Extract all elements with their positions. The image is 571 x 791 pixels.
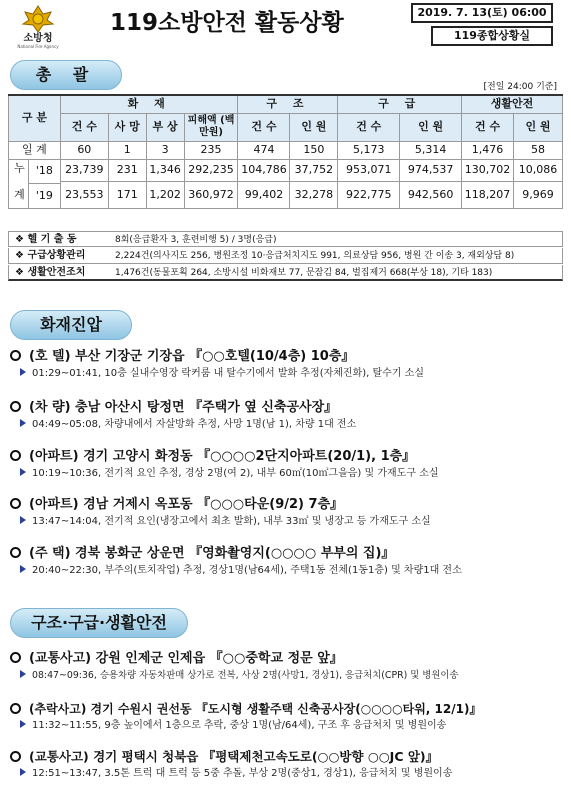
triangle-icon	[20, 768, 26, 776]
triangle-icon	[20, 720, 26, 728]
col-rescue-people: 인 원	[290, 113, 338, 141]
info-label: ❖ 생활안전조치	[15, 267, 86, 278]
department-label: 119종합상황실	[431, 26, 553, 46]
cell: 1,202	[146, 181, 184, 208]
triangle-icon	[20, 468, 26, 476]
header-ems: 구 급	[338, 95, 462, 113]
info-text: 1,476건(동물포획 264, 소방시설 비화재보 77, 문잠김 84, 벌집제거 668(부상 18), 기타 183)	[115, 268, 493, 278]
cell: 150	[290, 141, 338, 159]
row-label: 일 계	[9, 141, 61, 159]
info-label: ❖ 구급상황관리	[15, 250, 86, 261]
cell: 23,553	[60, 181, 108, 208]
bullet-icon	[10, 652, 21, 663]
cell: 60	[60, 141, 108, 159]
cell: 1,476	[462, 141, 514, 159]
list-item	[10, 448, 566, 482]
table-row-2019	[9, 181, 563, 208]
logo-name: 소방청	[23, 33, 53, 44]
col-fire-injuries: 부 상	[146, 113, 184, 141]
bullet-icon	[10, 450, 21, 461]
incident-head: (교통사고) 강원 인제군 인제읍 『○○중학교 정문 앞』	[29, 651, 343, 666]
cell: 37,752	[290, 159, 338, 181]
incident-head: (호 텔) 부산 기장군 기장읍 『○○호텔(10/4층) 10층』	[29, 349, 355, 364]
cell: 953,071	[338, 159, 400, 181]
cell: 9,969	[514, 181, 563, 208]
section-fire-title: 화재진압	[10, 310, 132, 340]
incident-detail: 10:19~10:36, 전기적 요인 추정, 경상 2명(여 2), 내부 60㎡(10㎡그을음) 및 가재도구 소실	[32, 468, 439, 479]
baseline-note: [전일 24:00 기준]	[483, 82, 557, 92]
cell: 922,775	[338, 181, 400, 208]
section-rescue-title: 구조·구급·생활안전	[10, 608, 188, 638]
cell: 5,173	[338, 141, 400, 159]
info-text: 2,224건(의사지도 256, 병원조정 10·응급처치지도 991, 의료상담 956, 병원 간 이송 3, 재외상담 8)	[115, 251, 515, 261]
incident-detail: 20:40~22:30, 부주의(토치작업) 추정, 경상1명(남64세), 주택1동 전체(1동1층) 및 차량1대 전소	[32, 565, 462, 576]
col-fire-count: 건 수	[60, 113, 108, 141]
stats-table	[8, 94, 563, 209]
header-rescue: 구 조	[238, 95, 338, 113]
year-2018-label: '18	[29, 160, 60, 185]
col-life-count: 건 수	[462, 113, 514, 141]
bullet-icon	[10, 703, 21, 714]
cumulative-cell	[9, 159, 61, 208]
col-ems-count: 건 수	[338, 113, 400, 141]
report-date: 2019. 7. 13(토) 06:00	[411, 3, 553, 23]
incident-head: (차 량) 충남 아산시 탕정면 『주택가 옆 신축공사장』	[29, 400, 338, 415]
incident-head: (아파트) 경남 거제시 옥포동 『○○○타운(9/2) 7층』	[29, 497, 344, 512]
table-row-2018	[9, 159, 563, 181]
incident-detail: 11:32~11:55, 9층 높이에서 1층으로 추락, 중상 1명(남/64세), 구조 후 응급처치 및 병원이송	[32, 720, 447, 731]
list-item	[10, 748, 566, 782]
cell: 942,560	[400, 181, 462, 208]
list-item	[10, 545, 566, 579]
cell: 23,739	[60, 159, 108, 181]
triangle-icon	[20, 565, 26, 573]
cell: 32,278	[290, 181, 338, 208]
cell: 104,786	[238, 159, 290, 181]
cell: 3	[146, 141, 184, 159]
bullet-icon	[10, 401, 21, 412]
cell: 231	[108, 159, 146, 181]
cell: 360,972	[184, 181, 238, 208]
list-item	[10, 700, 566, 734]
triangle-icon	[20, 419, 26, 427]
cell: 974,537	[400, 159, 462, 181]
info-helicopter	[8, 231, 563, 247]
agency-logo	[8, 4, 68, 54]
bullet-icon	[10, 751, 21, 762]
cell: 292,235	[184, 159, 238, 181]
bullet-icon	[10, 350, 21, 361]
page-title: 119소방안전 활동상황	[110, 10, 344, 36]
incident-head: (추락사고) 경기 수원시 권선동 『도시형 생활주택 신축공사장(○○○○타워, 12/1)』	[29, 702, 482, 716]
info-life-safety	[8, 265, 563, 281]
list-item	[10, 496, 566, 530]
col-fire-damage: 피해액 (백만원)	[184, 113, 238, 141]
cell: 99,402	[238, 181, 290, 208]
cell: 10,086	[514, 159, 563, 181]
triangle-icon	[20, 670, 26, 678]
bullet-icon	[10, 498, 21, 509]
triangle-icon	[20, 368, 26, 376]
cell: 5,314	[400, 141, 462, 159]
info-ems-management	[8, 248, 563, 264]
incident-detail: 12:51~13:47, 3.5톤 트럭 대 트럭 등 5중 추돌, 부상 2명(중상1, 경상1), 응급처치 및 병원이송	[32, 768, 453, 779]
incident-detail: 13:47~14:04, 전기적 요인(냉장고에서 최초 발화), 내부 33㎡ 및 냉장고 등 가재도구 소실	[32, 516, 431, 527]
incident-detail: 01:29~01:41, 10층 실내수영장 락커룸 내 탈수기에서 발화 추정(자체진화), 탈수기 소실	[32, 368, 424, 379]
cell: 118,207	[462, 181, 514, 208]
cell: 474	[238, 141, 290, 159]
col-life-people: 인 원	[514, 113, 563, 141]
emblem-icon	[21, 4, 55, 34]
cumulative-label: 누 계	[9, 160, 29, 208]
year-2019-label: '19	[35, 188, 53, 202]
cell: 1,346	[146, 159, 184, 181]
list-item	[10, 348, 566, 382]
header-category: 구 분	[9, 95, 61, 141]
col-ems-people: 인 원	[400, 113, 462, 141]
logo-subtitle: National Fire Agency	[17, 44, 59, 49]
cell: 235	[184, 141, 238, 159]
incident-detail: 08:47~09:36, 승용차량 자동차판매 상가로 전복, 사상 2명(사망1, 경상1), 응급처치(CPR) 및 병원이송	[32, 670, 459, 681]
incident-head: (주 택) 경북 봉화군 상운면 『영화촬영지(○○○○ 부부의 집)』	[29, 546, 395, 561]
list-item	[10, 399, 566, 433]
table-row-daily	[9, 141, 563, 159]
cell: 58	[514, 141, 563, 159]
header-fire: 화 재	[60, 95, 238, 113]
list-item	[10, 650, 566, 684]
bullet-icon	[10, 547, 21, 558]
incident-detail: 04:49~05:08, 차량내에서 자살방화 추정, 사망 1명(남 1), 차량 1대 전소	[32, 419, 357, 430]
incident-head: (아파트) 경기 고양시 화정동 『○○○○2단지아파트(20/1), 1층』	[29, 449, 416, 464]
col-fire-deaths: 사 망	[108, 113, 146, 141]
cell: 1	[108, 141, 146, 159]
cell: 171	[108, 181, 146, 208]
triangle-icon	[20, 516, 26, 524]
info-label: ❖ 헬 기 출 동	[15, 234, 77, 245]
section-summary-title: 총 괄	[10, 60, 122, 90]
info-text: 8회(응급환자 3, 훈련비행 5) / 3명(응급)	[115, 235, 277, 245]
cell: 130,702	[462, 159, 514, 181]
col-rescue-count: 건 수	[238, 113, 290, 141]
header-life-safety: 생활안전	[462, 95, 563, 113]
incident-head: (교통사고) 경기 평택시 청북읍 『평택제천고속도로(○○방향 ○○JC 앞)』	[29, 749, 439, 764]
